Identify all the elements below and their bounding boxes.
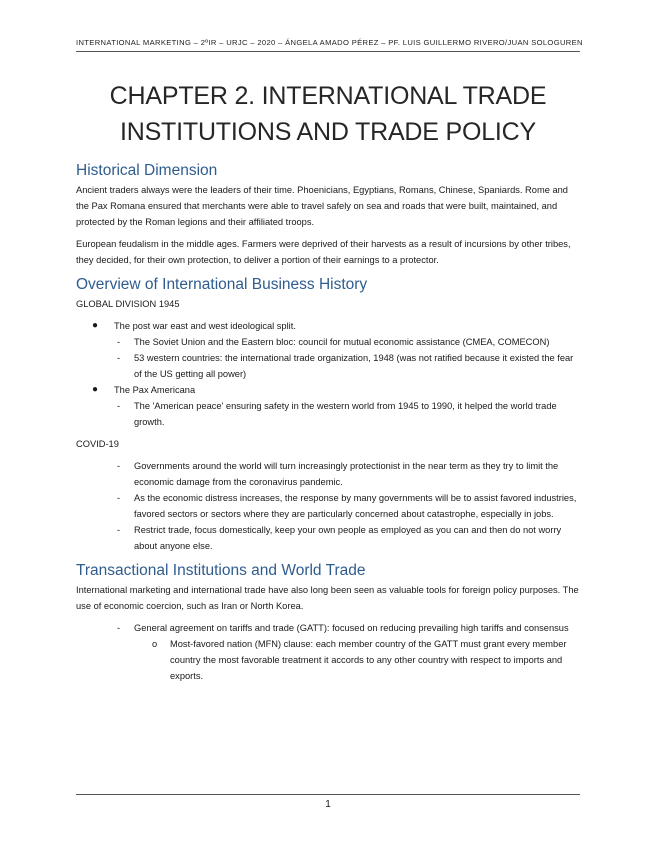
section-heading-overview: Overview of International Business History xyxy=(76,276,368,293)
bullet-icon: ● xyxy=(92,320,99,331)
dash-icon: - xyxy=(117,401,121,411)
list-item: - 53 western countries: the international trade organization, 1948 (was not ratified because it existed the fear of the US getting all power) xyxy=(76,350,580,382)
list-item: - General agreement on tariffs and trade (GATT): focused on reducing prevailing high tariffs and consensus xyxy=(76,620,580,636)
section-heading-transactional: Transactional Institutions and World Trade xyxy=(76,562,366,579)
label-global-division: GLOBAL DIVISION 1945 xyxy=(76,299,180,309)
footer-divider xyxy=(76,794,580,795)
global-division-list xyxy=(76,318,580,430)
chapter-title-line-1: CHAPTER 2. INTERNATIONAL TRADE xyxy=(109,82,547,110)
list-item: ● The Pax Americana xyxy=(76,382,580,398)
page-number: 1 xyxy=(325,799,331,810)
dash-icon: - xyxy=(117,337,121,347)
chapter-title xyxy=(76,78,580,150)
paragraph-foreign-policy: International marketing and international trade have also long been seen as valuable tools for foreign policy purposes. The use of economic coercion, such as Iran or North Korea. xyxy=(76,585,579,611)
bullet-icon: ● xyxy=(92,384,99,395)
section-heading-historical: Historical Dimension xyxy=(76,162,218,179)
dash-icon: - xyxy=(117,353,121,363)
running-header: INTERNATIONAL MARKETING – 2ºIR – URJC – 2020 – ÁNGELA AMADO PÉREZ – PF. LUIS GUILLERMO RIVERO/JUAN SOLOGUREN xyxy=(76,38,583,47)
header-divider xyxy=(76,51,580,52)
list-item: ● The post war east and west ideological split. xyxy=(76,318,580,334)
list-item: - The 'American peace' ensuring safety in the western world from 1945 to 1990, it helped the world trade growth. xyxy=(76,398,580,430)
dash-icon: - xyxy=(117,525,121,535)
circle-bullet-icon: o xyxy=(152,639,158,649)
chapter-title-line-2: INSTITUTIONS AND TRADE POLICY xyxy=(119,118,537,146)
dash-icon: - xyxy=(117,461,121,471)
list-item: - The Soviet Union and the Eastern bloc: council for mutual economic assistance (CMEA, COMECON) xyxy=(76,334,580,350)
list-item: o Most-favored nation (MFN) clause: each member country of the GATT must grant every member country the most favorable treatment it accords to any other country with respect to imports and exports. xyxy=(76,636,580,684)
list-item: - As the economic distress increases, the response by many governments will be to assist favored industries, favored sectors or sectors where they are particularly concerned about catastrophe, especially in jobs. xyxy=(76,490,580,522)
document-body xyxy=(76,160,580,684)
gatt-list xyxy=(76,620,580,684)
paragraph-ancient-traders: Ancient traders always were the leaders of their time. Phoenicians, Egyptians, Romans, Chinese, Spaniards. Rome and the Pax Romana ensured that merchants were able to travel safely on sea and roads that were built, maintained, and protected by the Roman legions and their affiliated troops. xyxy=(76,185,568,227)
dash-icon: - xyxy=(117,623,121,633)
dash-icon: - xyxy=(117,493,121,503)
list-item: - Restrict trade, focus domestically, keep your own people as employed as you can and then do not worry about anyone else. xyxy=(76,522,580,554)
label-covid: COVID-19 xyxy=(76,439,119,449)
covid-list xyxy=(76,458,580,554)
paragraph-feudalism: European feudalism in the middle ages. Farmers were deprived of their harvests as a result of incursions by other tribes, they decided, for their own protection, to deliver a portion of their earnings to a protector. xyxy=(76,239,571,265)
list-item: - Governments around the world will turn increasingly protectionist in the near term as they try to limit the economic damage from the coronavirus pandemic. xyxy=(76,458,580,490)
